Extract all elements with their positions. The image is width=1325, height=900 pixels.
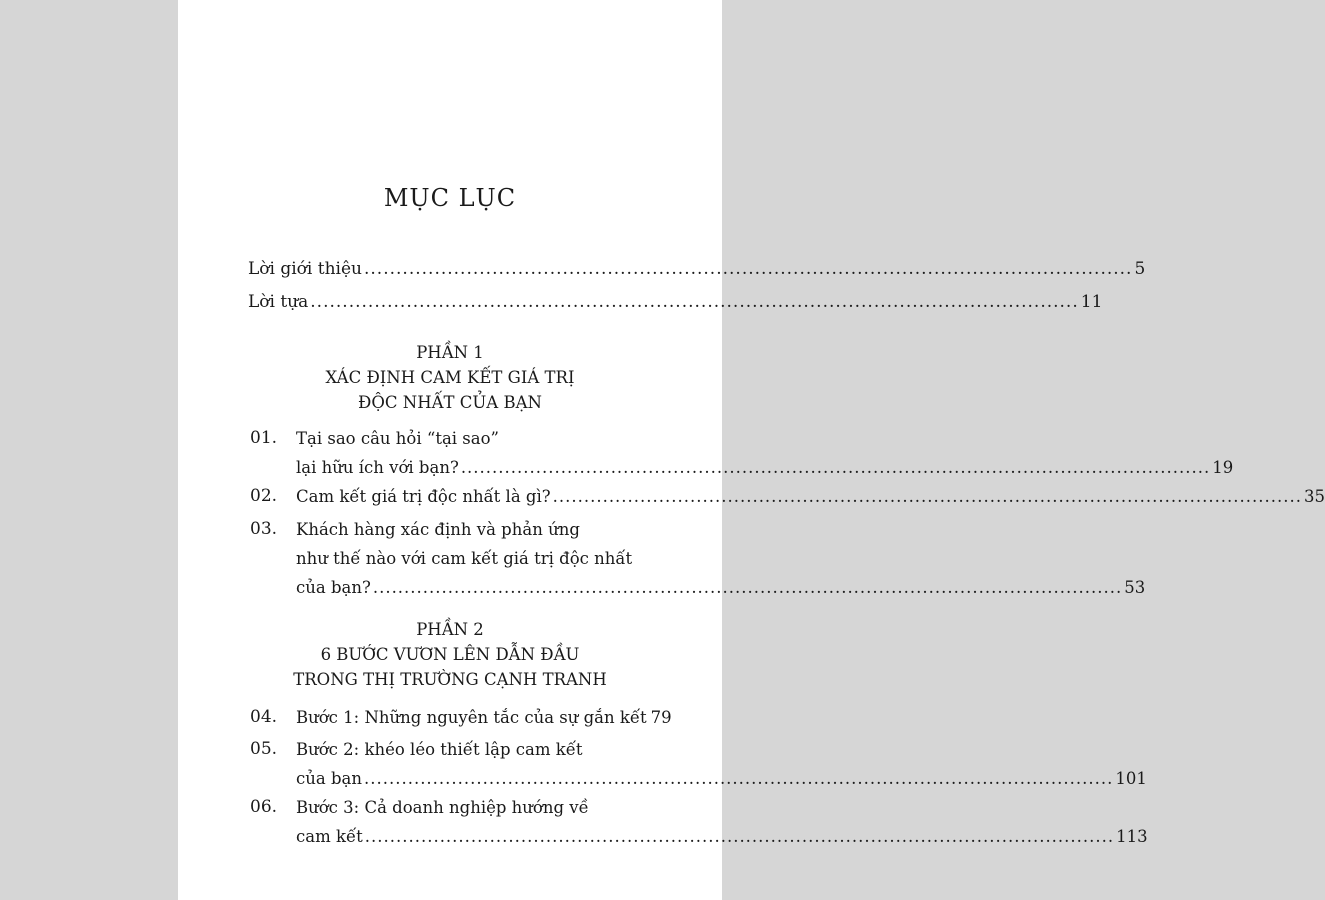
chapter-entry-05 (296, 735, 1147, 793)
toc-title: MỤC LỤC (383, 184, 517, 212)
chapter-page: 101 (1115, 769, 1147, 788)
dot-leader: ........................................................................................................................ (460, 458, 1211, 477)
part-title-line: ĐỘC NHẤT CỦA BẠN (358, 393, 542, 412)
chapter-entry-02 (296, 482, 1325, 511)
chapter-title-line: Bước 3: Cả doanh nghiệp hướng về (296, 798, 589, 817)
chapter-title-line: Tại sao câu hỏi “tại sao” (296, 429, 499, 448)
toc-entry-label: Lời tựa (248, 292, 309, 312)
chapter-title-line: lại hữu ích với bạn? (296, 458, 459, 477)
chapter-title-line: của bạn (296, 769, 362, 788)
part-heading: PHẦN 1 (416, 343, 484, 362)
chapter-number: 06. (250, 797, 278, 817)
chapter-number: 01. (250, 428, 278, 448)
chapter-page: 79 (650, 708, 672, 727)
dot-leader: ........................................................................................................................ (364, 259, 1133, 279)
toc-entry-page: 5 (1134, 259, 1146, 279)
book-page (178, 0, 1325, 900)
part-title-line: TRONG THỊ TRƯỜNG CẠNH TRANH (293, 670, 607, 689)
chapter-title-line: Cam kết giá trị độc nhất là gì? (296, 487, 551, 506)
chapter-title-line: của bạn? (296, 578, 371, 597)
part-title-line: 6 BƯỚC VƯƠN LÊN DẪN ĐẦU (320, 645, 580, 664)
chapter-page: 19 (1212, 458, 1234, 477)
dot-leader: ........................................................................................................................ (364, 827, 1115, 846)
chapter-number: 05. (250, 739, 278, 759)
chapter-title-line: Bước 1: Những nguyên tắc của sự gắn kết (296, 708, 647, 727)
chapter-page: 53 (1124, 578, 1146, 597)
chapter-title-line: như thế nào với cam kết giá trị độc nhất (296, 549, 633, 568)
chapter-title-line: Bước 2: khéo léo thiết lập cam kết (296, 740, 583, 759)
part-1-header (178, 340, 722, 415)
part-2-header (178, 617, 722, 692)
chapter-entry-04 (296, 703, 672, 732)
chapter-entry-01 (296, 424, 1234, 482)
dot-leader: ........................................................................................................................ (363, 769, 1114, 788)
dot-leader: ........................................................................................................................ (310, 292, 1079, 312)
chapter-page: 35 (1304, 487, 1325, 506)
toc-entry-label: Lời giới thiệu (248, 259, 362, 279)
dot-leader: ........................................................................................................................ (552, 487, 1302, 506)
part-title-line: XÁC ĐỊNH CAM KẾT GIÁ TRỊ (325, 368, 575, 387)
chapter-page: 113 (1116, 827, 1148, 846)
chapter-number: 04. (250, 707, 278, 727)
dot-leader: ........................................................................................................................ (372, 578, 1123, 597)
chapter-title-line: Khách hàng xác định và phản ứng (296, 520, 580, 539)
toc-entry-preface (248, 288, 1103, 317)
chapter-number: 02. (250, 486, 278, 506)
chapter-number: 03. (250, 519, 278, 539)
part-heading: PHẦN 2 (416, 620, 484, 639)
toc-entry-introduction (248, 255, 1146, 284)
toc-entry-page: 11 (1080, 292, 1103, 312)
chapter-title-line: cam kết (296, 827, 363, 846)
chapter-entry-03 (296, 515, 1146, 602)
chapter-entry-06 (296, 793, 1148, 851)
